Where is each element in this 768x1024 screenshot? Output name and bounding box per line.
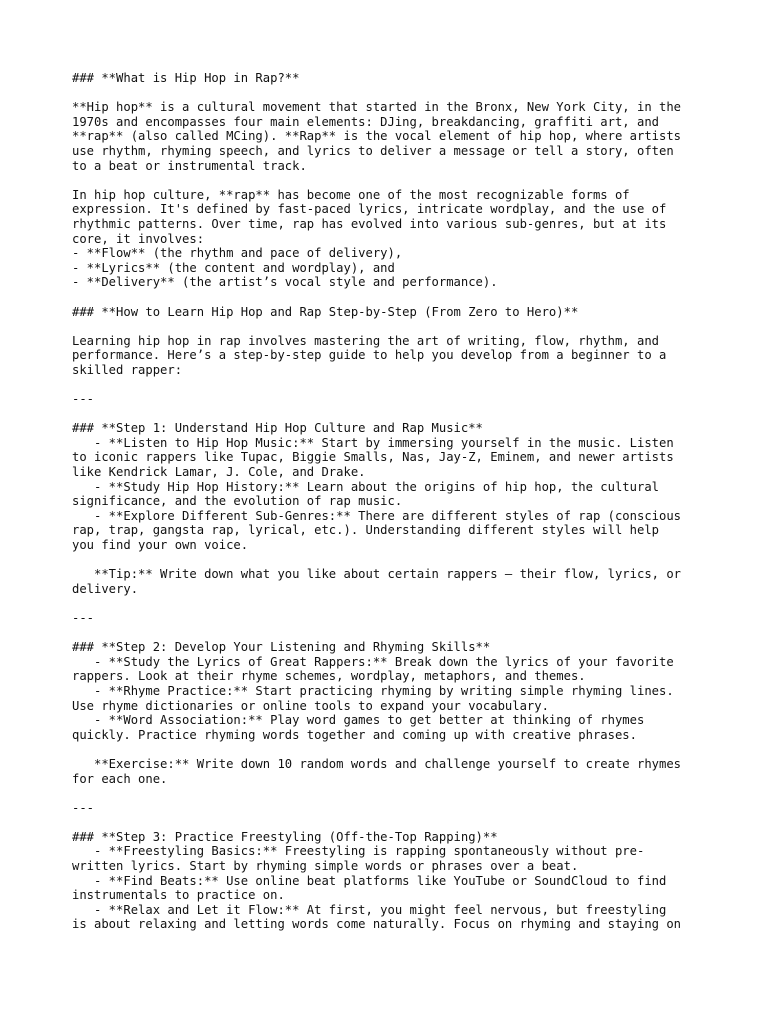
text-line: - **Explore Different Sub-Genres:** There are different styles of rap (conscious bbox=[72, 508, 682, 523]
text-line: Use rhyme dictionaries or online tools to expand your vocabulary. bbox=[72, 698, 549, 713]
text-line: - **Listen to Hip Hop Music:** Start by immersing yourself in the music. Listen bbox=[72, 435, 674, 450]
text-line: instrumentals to practice on. bbox=[72, 888, 285, 903]
text-line: significance, and the evolution of rap music. bbox=[72, 494, 403, 509]
text-line bbox=[72, 553, 712, 568]
text-line: rhythmic patterns. Over time, rap has evolved into various sub-genres, but at its bbox=[72, 216, 667, 231]
text-line bbox=[72, 86, 712, 101]
text-line: - **Study the Lyrics of Great Rappers:** Break down the lyrics of your favorite bbox=[72, 654, 674, 669]
text-line bbox=[72, 407, 712, 422]
text-line bbox=[72, 596, 712, 611]
text-line: - **Relax and Let it Flow:** At first, you might feel nervous, but freestyling bbox=[72, 902, 667, 917]
text-line: is about relaxing and letting words come naturally. Focus on rhyming and staying on bbox=[72, 917, 682, 932]
text-line: - **Lyrics** (the content and wordplay), and bbox=[72, 260, 395, 275]
text-line: core, it involves: bbox=[72, 231, 205, 246]
text-line: --- bbox=[72, 392, 95, 407]
text-line: you find your own voice. bbox=[72, 538, 249, 552]
text-line: skilled rapper: bbox=[72, 362, 183, 377]
text-line: - **Freestyling Basics:** Freestyling is rapping spontaneously without pre- bbox=[72, 844, 645, 859]
text-line: ### **Step 1: Understand Hip Hop Culture and Rap Music** bbox=[72, 421, 483, 436]
text-line bbox=[72, 742, 712, 757]
text-line: rap, trap, gangsta rap, lyrical, etc.). Understanding different styles will help bbox=[72, 523, 659, 538]
text-line: **Tip:** Write down what you like about certain rappers – their flow, lyrics, or bbox=[72, 567, 682, 582]
text-line: --- bbox=[72, 610, 95, 625]
text-line: - **Find Beats:** Use online beat platforms like YouTube or SoundCloud to find bbox=[72, 873, 667, 888]
text-line bbox=[72, 626, 712, 641]
text-line: **rap** (also called MCing). **Rap** is the vocal element of hip hop, where artists bbox=[72, 129, 682, 144]
text-line: - **Word Association:** Play word games to get better at thinking of rhymes bbox=[72, 713, 645, 728]
text-line: **Hip hop** is a cultural movement that started in the Bronx, New York City, in the bbox=[72, 100, 682, 115]
text-line bbox=[72, 319, 712, 334]
text-line bbox=[72, 290, 712, 305]
text-line: to iconic rappers like Tupac, Biggie Smalls, Nas, Jay-Z, Eminem, and newer artists bbox=[72, 450, 674, 465]
text-line: - **Flow** (the rhythm and pace of delivery), bbox=[72, 246, 403, 261]
text-line bbox=[72, 173, 712, 188]
text-line: ### **Step 3: Practice Freestyling (Off-the-Top Rapping)** bbox=[72, 829, 498, 844]
text-line: **Exercise:** Write down 10 random words and challenge yourself to create rhymes bbox=[72, 756, 682, 771]
text-line: like Kendrick Lamar, J. Cole, and Drake. bbox=[72, 465, 366, 480]
text-line: to a beat or instrumental track. bbox=[72, 158, 307, 173]
text-line: --- bbox=[72, 800, 95, 815]
text-line: for each one. bbox=[72, 771, 168, 786]
text-line: delivery. bbox=[72, 581, 139, 596]
text-line: - **Study Hip Hop History:** Learn about the origins of hip hop, the cultural bbox=[72, 479, 659, 494]
document-page bbox=[72, 71, 712, 932]
text-line: expression. It's defined by fast-paced lyrics, intricate wordplay, and the use of bbox=[72, 202, 667, 217]
text-line: ### **Step 2: Develop Your Listening and Rhyming Skills** bbox=[72, 640, 491, 655]
text-line bbox=[72, 815, 712, 830]
text-line: rappers. Look at their rhyme schemes, wordplay, metaphors, and themes. bbox=[72, 669, 586, 684]
text-line bbox=[72, 786, 712, 801]
text-line: quickly. Practice rhyming words together and coming up with creative phrases. bbox=[72, 727, 637, 742]
text-line: 1970s and encompasses four main elements: DJing, breakdancing, graffiti art, and bbox=[72, 114, 659, 129]
text-line bbox=[72, 377, 712, 392]
text-line: ### **What is Hip Hop in Rap?** bbox=[72, 71, 300, 85]
text-line: performance. Here’s a step-by-step guide to help you develop from a beginner to a bbox=[72, 348, 667, 363]
text-line: ### **How to Learn Hip Hop and Rap Step-by-Step (From Zero to Hero)** bbox=[72, 304, 579, 319]
text-line: In hip hop culture, **rap** has become one of the most recognizable forms of bbox=[72, 187, 630, 202]
text-line: - **Delivery** (the artist’s vocal style and performance). bbox=[72, 275, 498, 290]
text-line: written lyrics. Start by rhyming simple words or phrases over a beat. bbox=[72, 859, 579, 874]
text-line: Learning hip hop in rap involves mastering the art of writing, flow, rhythm, and bbox=[72, 333, 659, 348]
text-line: - **Rhyme Practice:** Start practicing rhyming by writing simple rhyming lines. bbox=[72, 683, 674, 698]
text-line: use rhythm, rhyming speech, and lyrics to deliver a message or tell a story, often bbox=[72, 143, 674, 158]
